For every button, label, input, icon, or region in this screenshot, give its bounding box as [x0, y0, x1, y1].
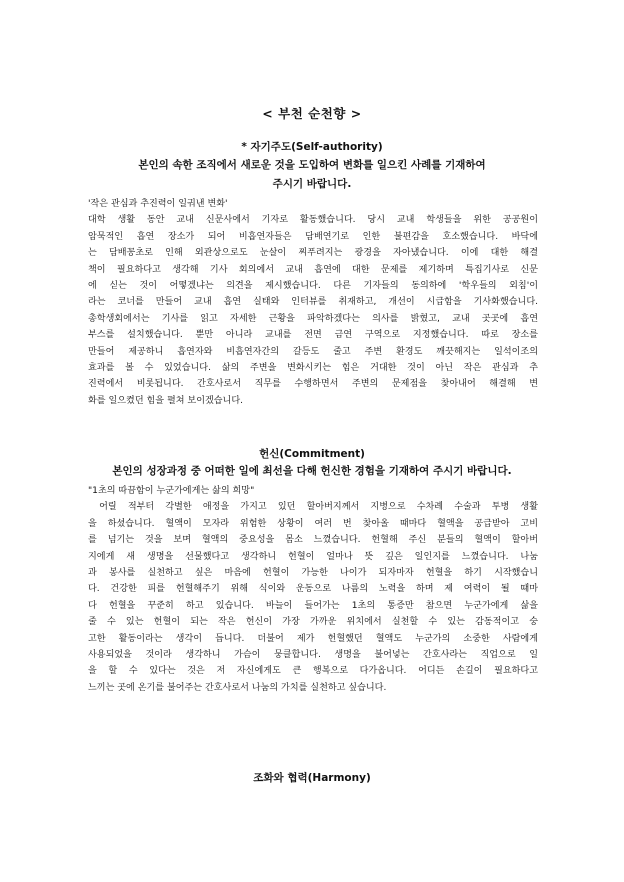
answer-subtitle: "1초의 따끔함이 누군가에게는 삶의 희망" — [88, 486, 255, 496]
answer-line: 만들어 제공하니 흡연자와 비흡연자간의 갈등도 줄고 주변 환경도 깨끗해지는 일석이조의 — [88, 346, 538, 357]
answer-line: 줄 수 있는 헌혈이 되는 작은 헌신이 가장 가까운 위치에서 실천할 수 있는 감동적이고 숭 — [88, 617, 538, 628]
section-question-self-authority — [60, 156, 564, 194]
answer-line: 를 넘기는 것을 보며 혈액의 중요성을 몸소 느꼈습니다. 헌혈해 주신 분들의 혈액이 할아버 — [88, 535, 538, 546]
answer-line: 어릴 적부터 각별한 애정을 가지고 있던 할아버지께서 지병으로 수차례 수술과 투병 생활 — [88, 502, 538, 513]
answer-block-self-authority — [88, 196, 538, 409]
answer-line: 총학생회에서는 기사를 읽고 자세한 근황을 파악하겠다는 의사를 밝혔고, 교내 곳곳에 흡연 — [88, 313, 538, 324]
question-line: 본인의 속한 조직에서 새로운 것을 도입하여 변화를 일으킨 사례를 기재하여 — [138, 159, 486, 171]
answer-block-commitment — [88, 483, 538, 696]
document-title: < 부천 순천향 > — [262, 106, 362, 121]
answer-subtitle: '작은 관심과 추진력이 일궈낸 변화' — [88, 199, 228, 209]
answer-line: 진력에서 비롯됩니다. 간호사로서 직무를 수행하면서 주변의 문제점을 찾아내어 해결해 변 — [88, 379, 538, 390]
section-question-commitment — [60, 462, 564, 481]
answer-line: 부스를 설치했습니다. 뿐만 아니라 교내를 전면 금연 구역으로 지정했습니다. 따로 장소를 — [88, 330, 538, 341]
section-heading-self-authority: * 자기주도(Self-authority) — [241, 141, 383, 153]
question-line: 주시기 바랍니다. — [272, 178, 352, 190]
section-heading-harmony: 조화와 협력(Harmony) — [253, 772, 371, 784]
answer-line: 고한 활동이라는 생각이 듭니다. 더불어 제가 헌혈했던 혈액도 누군가의 소중한 사람에게 — [88, 633, 538, 644]
answer-line: 과 봉사를 실천하고 싶은 마음에 헌혈이 가능한 나이가 되자마자 헌혈을 하기 시작했습니 — [88, 567, 538, 578]
answer-line: 사용되었을 것이라 생각하니 가슴이 뭉클합니다. 생명을 불어넣는 간호사라는 직업으로 일 — [88, 649, 538, 660]
answer-line: 지에게 새 생명을 선물했다고 생각하니 헌혈이 얼마나 뜻 깊은 일인지를 느꼈습니다. 나눔 — [88, 551, 538, 562]
answer-line: 라는 코너를 만들어 교내 흡연 실태와 인터뷰를 취재하고, 개선이 시급함을 기사화했습니다. — [88, 297, 538, 308]
answer-line: 다. 건강한 피를 헌혈해주기 위해 식이와 운동으로 나름의 노력을 하며 제 여력이 될 때마 — [88, 584, 538, 595]
answer-line: 는 담배꽁초로 인해 외관상으로도 눈살이 찌푸려지는 광경을 자아냈습니다. 이에 대한 해결 — [88, 248, 538, 259]
answer-line: 을 하셨습니다. 혈액이 모자라 위험한 상황이 여러 번 찾아올 때마다 혈액을 공급받아 고비 — [88, 518, 538, 529]
answer-line: 대학 생활 동안 교내 신문사에서 기자로 활동했습니다. 당시 교내 학생들을 위한 공공원이 — [88, 215, 538, 226]
answer-line: 화를 일으켰던 힘을 펼쳐 보이겠습니다. — [88, 395, 244, 406]
answer-line: 책이 필요하다고 생각해 기사 회의에서 교내 흡연에 대한 문제를 제기하며 특집기사로 신문 — [88, 264, 538, 275]
answer-line: 느끼는 곳에 온기를 불어주는 간호사로서 나눔의 가치를 실천하고 싶습니다. — [88, 682, 387, 693]
answer-line: 에 싣는 것이 어떻겠냐는 의견을 제시했습니다. 다른 기자들의 동의하에 '학우들의 외침'이 — [88, 280, 538, 291]
section-heading-commitment: 헌신(Commitment) — [259, 448, 365, 460]
answer-line: 다 헌혈을 꾸준히 하고 있습니다. 바늘이 들어가는 1초의 통증만 참으면 누군가에게 삶을 — [88, 600, 538, 611]
question-line: 본인의 성장과정 중 어떠한 일에 최선을 다해 헌신한 경험을 기재하여 주시기 바랍니다. — [112, 465, 512, 477]
answer-line: 효과를 볼 수 있었습니다. 삶의 주변을 변화시키는 힘은 거대한 것이 아닌 작은 관심과 추 — [88, 362, 538, 373]
answer-line: 암묵적인 흡연 장소가 되어 비흡연자들은 담배연기로 인한 불편감을 호소했습니다. 바닥에 — [88, 231, 538, 242]
answer-line: 을 할 수 있다는 것은 저 자신에게도 큰 행복으로 다가옵니다. 어디든 손길이 필요하다고 — [88, 666, 538, 677]
